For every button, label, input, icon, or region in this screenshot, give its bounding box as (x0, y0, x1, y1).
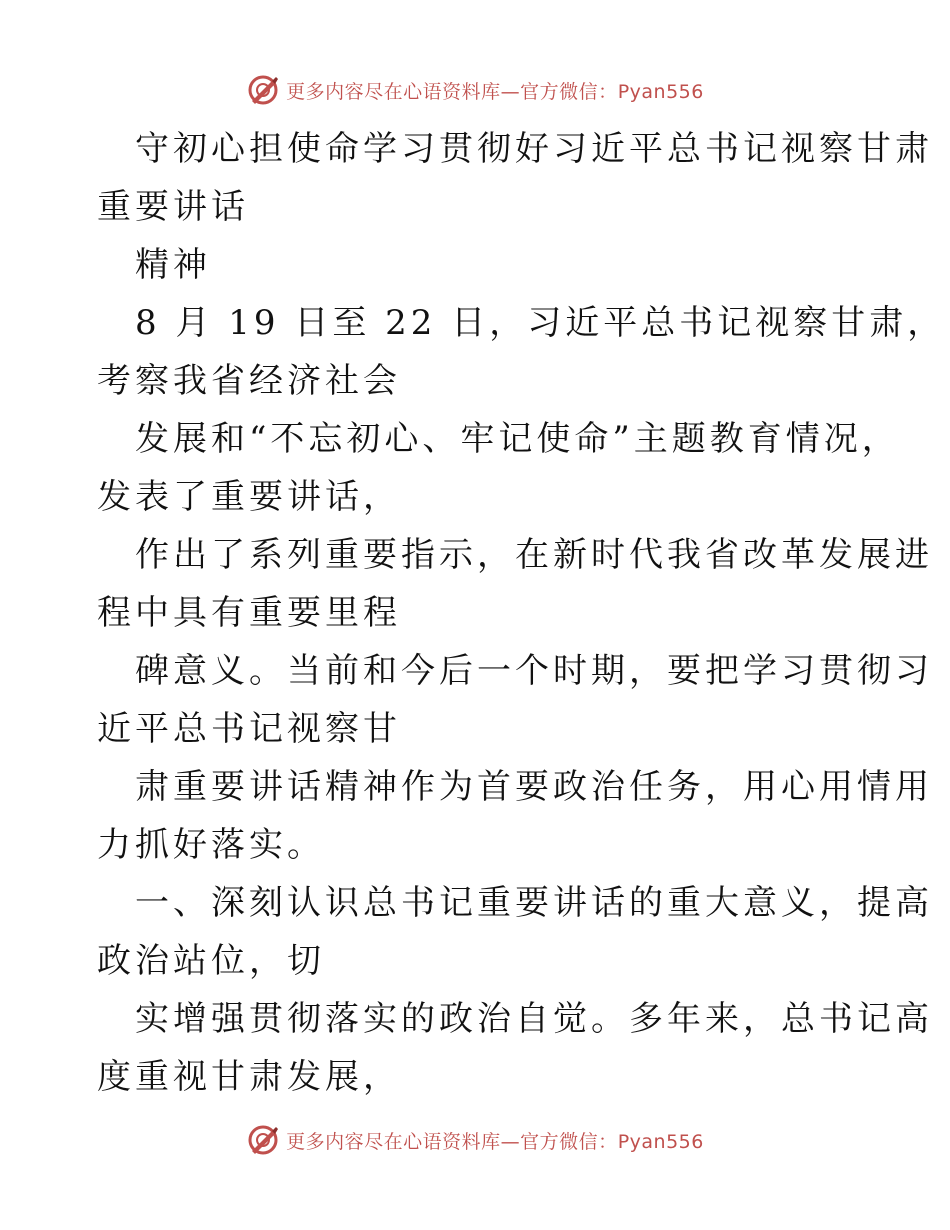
text-line: 力抓好落实。 (97, 825, 325, 865)
watermark-text: 更多内容尽在心语资料库—官方微信：Pyan556 (286, 1130, 704, 1153)
text-line: 政治站位，切 (97, 941, 325, 981)
text-line: 考察我省经济社会 (97, 361, 401, 401)
text-line: 发展和“不忘初心、牢记使命”主题教育情况， (135, 419, 900, 459)
text-line: 程中具有重要里程 (97, 593, 401, 633)
text-line: 守初心担使命学习贯彻好习近平总书记视察甘肃 (135, 129, 933, 169)
text-line: 碑意义。当前和今后一个时期，要把学习贯彻习 (135, 651, 933, 691)
text-line: 精神 (135, 245, 211, 285)
text-line: 肃重要讲话精神作为首要政治任务，用心用情用 (135, 767, 933, 807)
text-line: 发表了重要讲话， (97, 477, 401, 517)
text-line: 一、深刻认识总书记重要讲话的重大意义，提高 (135, 883, 933, 923)
text-line: 作出了系列重要指示，在新时代我省改革发展进 (135, 535, 933, 575)
text-line: 度重视甘肃发展， (97, 1057, 401, 1097)
text-line: 8 月 19 日至 22 日，习近平总书记视察甘肃， (135, 303, 946, 343)
watermark-text: 更多内容尽在心语资料库—官方微信：Pyan556 (286, 80, 704, 103)
brand-logo-icon (246, 1123, 280, 1157)
header-watermark (0, 70, 950, 110)
footer-watermark (0, 1120, 950, 1160)
text-line: 实增强贯彻落实的政治自觉。多年来，总书记高 (135, 999, 933, 1039)
text-line: 近平总书记视察甘 (97, 709, 401, 749)
document-body (97, 120, 946, 1106)
text-line: 重要讲话 (97, 187, 249, 227)
brand-logo-icon (246, 73, 280, 107)
